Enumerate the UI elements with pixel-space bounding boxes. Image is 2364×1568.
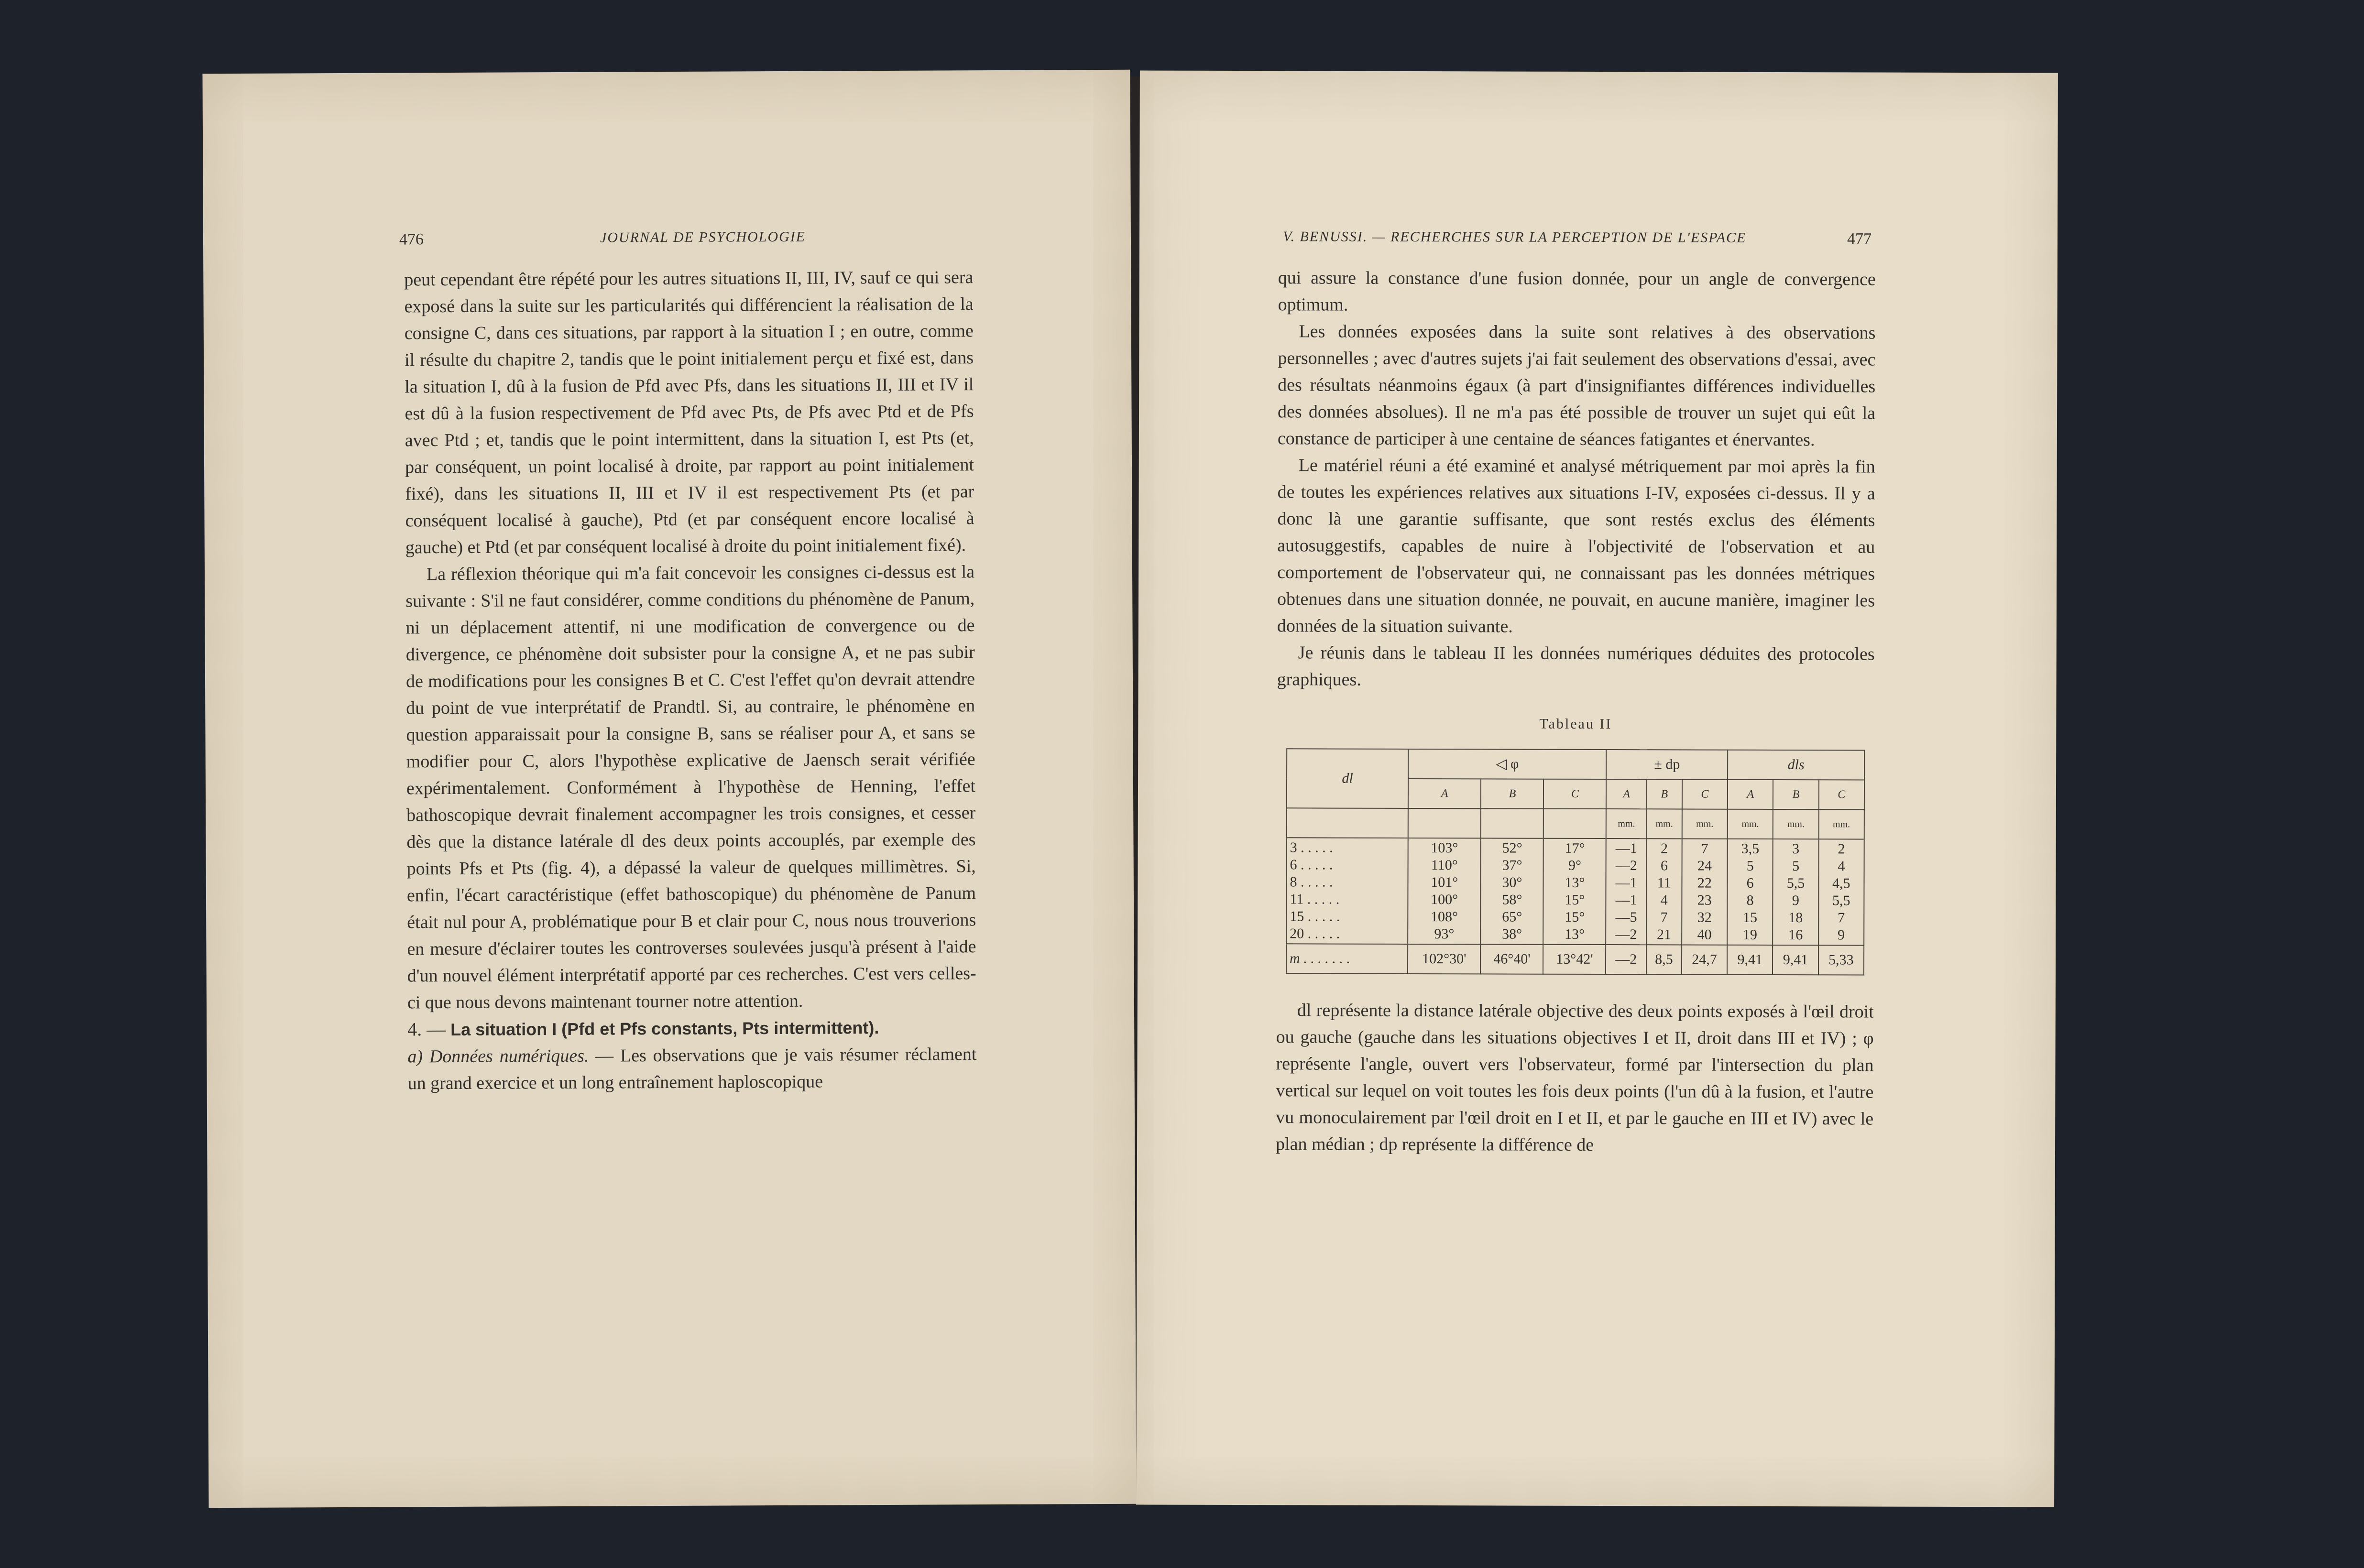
table-cell: 103°	[1431, 840, 1458, 856]
table-cell: 18	[1788, 910, 1803, 926]
table-cell: 58°	[1502, 892, 1522, 908]
table-cell: 30°	[1502, 874, 1522, 891]
mean-dls-b: 9,41	[1773, 945, 1818, 975]
table-cell: 23	[1697, 892, 1712, 908]
table-caption: Tableau II	[1539, 716, 1612, 732]
table-cell: 6	[1746, 875, 1754, 891]
table-cell: —2	[1615, 858, 1637, 874]
header-dls: dls	[1728, 750, 1864, 780]
table-cell: 6 . . . . .	[1290, 857, 1333, 873]
left-paragraph-2: La réflexion théorique qui m'a fait concevoir les consignes ci-dessus est la suivante : S'il ne faut considérer, comme conditions du phénomène de Panum, ni un déplacement attentif, ni une modification de convergence ou de divergence, ce phénomène doit subsister pour la consigne A, et ne pas subir de modifications pour les consignes B et C. C'est l'effet qu'on devrait attendre du point de vue interprétatif de Prandtl. Si, au contraire, le phénomène en question apparaissait pour la consigne B, sans se réaliser pour A, et sans se modifier pour C, alors l'hypothèse explicative de Jaensch serait vérifiée expérimentalement. Conformément à l'hypothèse de Henning, l'effet bathoscopique devrait finalement accompagner les trois consignes, et cesser dès que la distance latérale dl des deux points accouplés, par exemple des points Pfs et Pts (fig. 4), a dépassé la valeur de quelques millimètres. Si, enfin, l'écart caractéristique (effet bathoscopique) du phénomène de Panum était nul pour A, problématique pour B et clair pour C, nous nous trouverions en mesure d'éclairer toutes les controverses soulevées jusqu'à présent à l'aide d'un nouvel élément interprétatif apporté par ces recherches. C'est vers celles-ci que nous devons maintenant tourner notre attention.	[405, 562, 976, 1013]
section-number: 4. —	[407, 1018, 446, 1040]
unit-mm: mm.	[1682, 809, 1728, 838]
table-cell: 3 . . . . .	[1290, 839, 1333, 856]
dp-c-column	[1682, 838, 1728, 945]
table-cell: 11	[1657, 875, 1671, 891]
table-cell: 22	[1697, 875, 1712, 891]
unit-mm: mm.	[1773, 809, 1818, 839]
table-cell: 65°	[1502, 909, 1522, 925]
angle-a-column	[1408, 838, 1481, 944]
mean-dls-c: 5,33	[1818, 945, 1864, 975]
table-cell: 13°	[1565, 926, 1585, 942]
table-cell: 3	[1792, 841, 1800, 857]
table-body-row	[1286, 838, 1864, 945]
sub-dls-c: C	[1819, 780, 1864, 809]
table-cell: 9	[1837, 927, 1845, 943]
table-cell: 52°	[1502, 840, 1522, 856]
table-cell: 7	[1838, 910, 1845, 926]
table-cell: 2	[1661, 840, 1668, 857]
table-cell: 5,5	[1832, 893, 1850, 909]
left-paragraph-1: peut cependant être répété pour les autres situations II, III, IV, sauf ce qui sera exposé dans la suite sur les particularités qui différencient la réalisation de la consigne C, dans ces situations, par rapport à la situation I ; en outre, comme il résulte du chapitre 2, tandis que le point initialement perçu et fixé est, dans la situation I, dû à la fusion de Pfd avec Pfs, dans les situations II, III et IV il est dû à la fusion respectivement de Pfd avec Pts, de Pfs avec Ptd et de Pfs avec Ptd ; et, tandis que le point intermittent, dans la situation I, est Pts (et, par conséquent, un point localisé à droite, par rapport au point initialement fixé), dans les situations II, III et IV il est respectivement Pts (et par conséquent localisé à gauche), Ptd (et par conséquent encore localisé à gauche) et Ptd (et par conséquent localisé à droite du point initialement fixé).	[404, 267, 974, 558]
sub-angle-a: A	[1408, 779, 1481, 808]
angle-b-column	[1481, 838, 1544, 944]
table-cell: 24	[1697, 858, 1712, 874]
table-cell: 20 . . . . .	[1290, 926, 1340, 942]
table-cell: 13°	[1565, 874, 1585, 891]
table-cell: 110°	[1431, 857, 1458, 873]
table-cell: 8 . . . . .	[1290, 874, 1333, 890]
subsection-paragraph	[407, 1041, 976, 1097]
unit-blank	[1543, 809, 1606, 838]
unit-blank	[1408, 808, 1481, 838]
table-cell: 38°	[1502, 926, 1522, 942]
angle-c-column	[1543, 838, 1607, 945]
unit-mm: mm.	[1728, 809, 1773, 839]
subsection-label: a) Données numériques.	[407, 1045, 589, 1067]
table-cell: 7	[1701, 840, 1708, 857]
section-title: La situation I (Pfd et Pfs constants, Pts intermittent).	[450, 1018, 879, 1040]
mean-label: m . . . . . . .	[1286, 944, 1408, 974]
right-paragraph-3: Le matériel réuni a été examiné et analysé métriquement par moi après la fin de toutes les expériences relatives aux situations I-IV, exposées ci-dessus. Il y a donc là une garantie suffisante, que sont restés exclus des éléments autosuggestifs, capables de nuire à l'objectivité de l'observation et au comportement de l'observateur qui, ne connaissant pas les données métriques obtenues dans une situation donnée, ne pouvait, en aucune manière, imaginer les données de la situation suivante.	[1277, 455, 1875, 637]
table-cell: 5	[1746, 858, 1754, 874]
table-cell: 2	[1838, 841, 1845, 857]
table-cell: 4	[1838, 858, 1845, 874]
subsection-text: — Les observations que je vais résumer réclament un grand exercice et un long entraînement haploscopique	[407, 1044, 977, 1094]
section-heading	[407, 1013, 976, 1043]
header-dp: ± dp	[1606, 750, 1728, 780]
mean-dp-c: 24,7	[1682, 945, 1727, 974]
table-cell: 6	[1660, 858, 1668, 874]
unit-dl-blank	[1287, 808, 1408, 838]
table-cell: —1	[1615, 892, 1637, 908]
dl-column	[1286, 838, 1408, 944]
mean-dp-b: 8,5	[1646, 945, 1682, 974]
header-dl: dl	[1287, 749, 1408, 808]
sub-dp-b: B	[1647, 779, 1682, 809]
dls-b-column	[1773, 839, 1819, 945]
unit-mm: mm.	[1647, 809, 1682, 838]
left-page	[202, 70, 1136, 1508]
mean-angle-c: 13°42'	[1543, 945, 1606, 974]
table-unit-row	[1287, 808, 1864, 839]
table-cell: 4,5	[1832, 875, 1850, 892]
unit-mm: mm.	[1606, 809, 1647, 838]
sub-dls-a: A	[1728, 780, 1773, 809]
table-cell: 15°	[1565, 909, 1585, 925]
sub-dls-b: B	[1773, 780, 1818, 809]
unit-mm: mm.	[1818, 809, 1864, 839]
table-cell: 17°	[1565, 840, 1585, 856]
table-cell: —5	[1615, 909, 1637, 926]
header-angle: ◁ φ	[1408, 749, 1607, 779]
table-cell: 21	[1657, 926, 1672, 943]
table-cell: —1	[1615, 840, 1637, 857]
dp-a-column	[1606, 838, 1647, 945]
mean-dls-a: 9,41	[1727, 945, 1773, 975]
table-cell: 16	[1788, 927, 1803, 943]
table-cell: 11 . . . . .	[1290, 891, 1340, 907]
table-cell: 5,5	[1786, 875, 1805, 892]
table-cell: —1	[1615, 875, 1637, 891]
data-table	[1286, 748, 1865, 975]
table-cell: 8	[1746, 892, 1754, 908]
table-cell: 19	[1742, 926, 1757, 943]
right-page-number: 477	[1847, 230, 1872, 248]
mean-angle-b: 46°40'	[1480, 944, 1543, 974]
left-body	[404, 264, 977, 1097]
right-paragraph-4: Je réunis dans le tableau II les données numériques déduites des protocoles graphiques.	[1277, 642, 1875, 690]
right-page	[1136, 70, 2058, 1507]
sub-dp-c: C	[1682, 779, 1728, 809]
table-cell: 4	[1660, 892, 1668, 908]
mean-dp-a: —2	[1606, 945, 1646, 974]
right-paragraph-after-table: dl représente la distance latérale objective des deux points exposés à l'œil droit ou gauche (gauche dans les situations objectives I et II, droit dans III et IV) ; φ représente l'angle, ouvert vers l'observateur, formé par l'intersection du plan vertical sur lequel on voit toutes les fois deux points (l'un dû à la fusion, et l'autre vu monoculairement par l'œil droit en I et II, et par le gauche en III et IV) avec le plan médian ; dp représente la différence de	[1275, 1000, 1874, 1155]
table-cell: 3,5	[1741, 840, 1760, 857]
table-cell: 15	[1742, 909, 1758, 926]
table-cell: 5	[1792, 858, 1800, 874]
dp-b-column	[1646, 838, 1682, 945]
mean-angle-a: 102°30'	[1408, 944, 1481, 974]
table-cell: 9°	[1568, 857, 1582, 873]
table-cell: 100°	[1431, 892, 1458, 908]
left-running-head: JOURNAL DE PSYCHOLOGIE	[600, 229, 806, 246]
table-cell: 15 . . . . .	[1290, 908, 1340, 925]
table-header-row	[1287, 749, 1864, 780]
table-cell: 101°	[1431, 874, 1458, 891]
table-cell: 9	[1792, 893, 1799, 909]
right-running-head: V. BENUSSI. — RECHERCHES SUR LA PERCEPTION DE L'ESPACE	[1282, 229, 1747, 246]
right-paragraph-2: Les données exposées dans la suite sont relatives à des observations personnelles ; avec d'autres sujets j'ai fait seulement des observations d'essai, avec des résultats néanmoins égaux (à part d'insignifiantes différences individuelles des données absolues). Il ne m'a pas été possible de trouver un sujet qui eût la constance de participer à une centaine de séances fatigantes et énervantes.	[1277, 321, 1876, 450]
table-cell: 7	[1660, 909, 1668, 926]
sub-angle-c: C	[1543, 779, 1606, 809]
sub-angle-b: B	[1481, 779, 1543, 808]
table-cell: —2	[1615, 926, 1637, 943]
unit-blank	[1481, 808, 1543, 838]
dls-a-column	[1727, 839, 1773, 945]
table-cell: 15°	[1565, 892, 1585, 908]
dls-c-column	[1818, 839, 1864, 945]
table-cell: 37°	[1502, 857, 1522, 873]
table-cell: 32	[1697, 909, 1712, 926]
left-page-number: 476	[399, 230, 424, 249]
table-cell: 40	[1697, 926, 1712, 943]
right-body	[1276, 264, 1876, 1159]
right-paragraph-1: qui assure la constance d'une fusion donnée, pour un angle de convergence optimum.	[1278, 268, 1876, 315]
table-cell: 108°	[1430, 909, 1458, 925]
sub-dp-a: A	[1606, 779, 1647, 809]
table-mean-row	[1286, 944, 1864, 975]
table-cell: 93°	[1434, 926, 1455, 942]
